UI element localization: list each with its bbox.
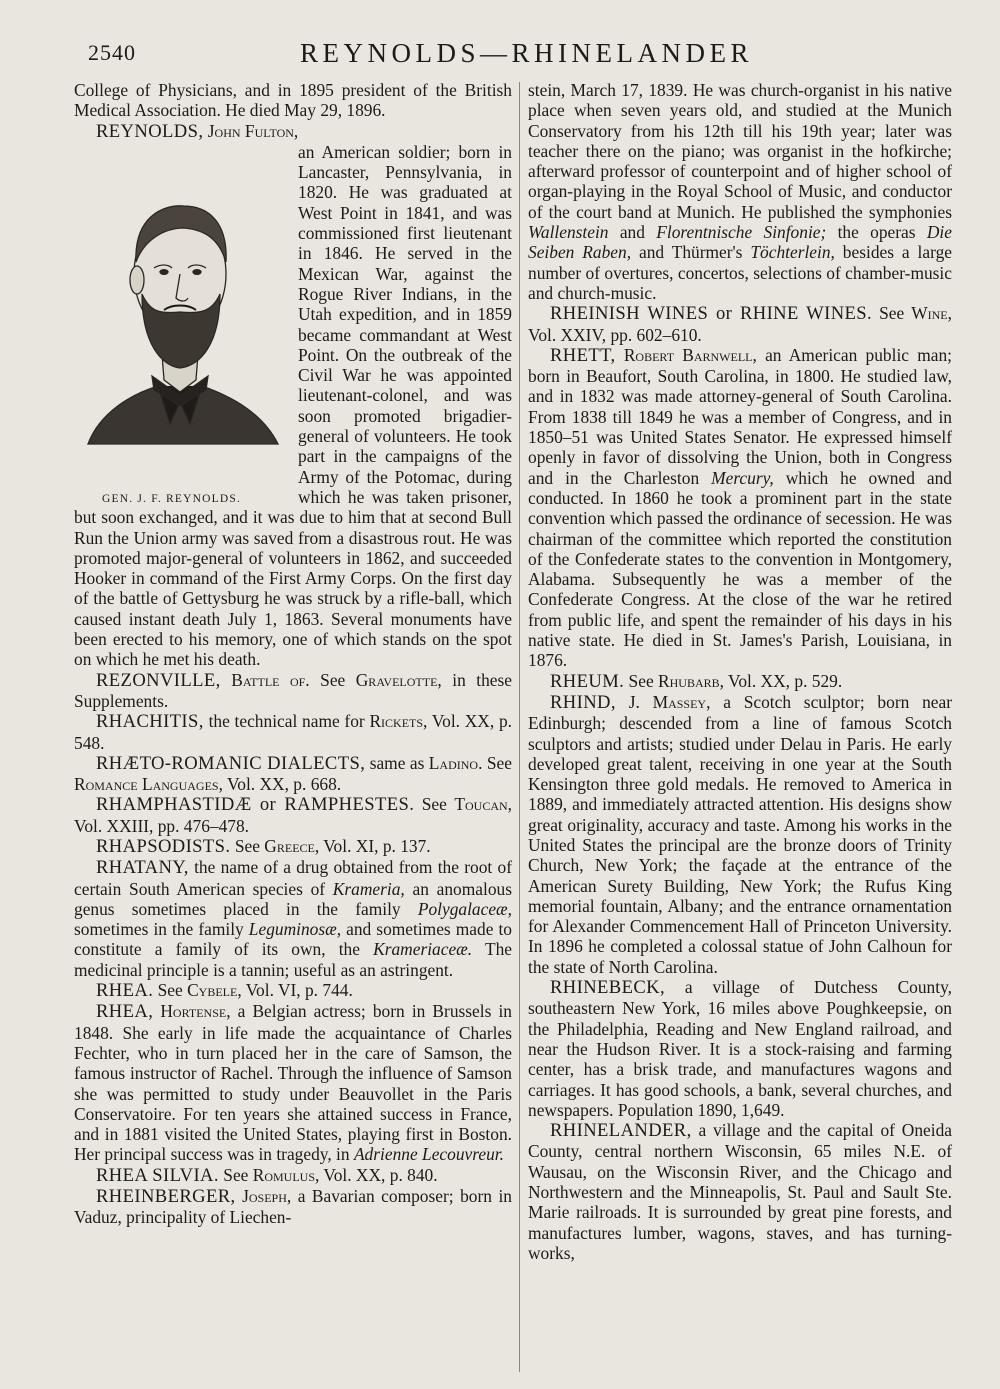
entry-rheinberger [74, 1186, 512, 1228]
headword: RHÆTO-ROMANIC DIALECTS, [96, 752, 366, 774]
running-head: REYNOLDS—RHINELANDER [300, 38, 753, 68]
portrait-caption: GEN. J. F. REYNOLDS. [102, 492, 242, 505]
entry-text: a village of Dutchess County, southeastern New York, 16 miles above Poughkeepsie, on the Philadelphia, Reading and New England railroad, and near the Hudson River. It is a stock-raising and farming center, has a brisk trade, and manufactures wagons and carriages. It has good schools, a bank, several churches, and newspapers. Population 1890, 1,649. [528, 977, 952, 1120]
italic-term: Wallenstein [528, 222, 609, 243]
entry-rhea-hortense [74, 1001, 512, 1164]
entry-text: a Belgian actress; born in Brussels in 1848. She early in life made the acquaintance of Charles Fechter, who in turn placed her in the care of Samson, the famous instructor of Rachel. Through the influence of Samson she was permitted to study under Beauvollet in the Paris Conservatoire. For ten years she attained success in France, and in 1881 visited the United States, playing first in Boston. Her principal success was in tragedy, in [74, 1001, 512, 1165]
entry-rheum [528, 671, 952, 692]
entry-rhinebeck [528, 977, 952, 1120]
entry-text: Vol. XXIII, pp. 476–478. [74, 815, 250, 836]
headword: RHACHITIS, [96, 711, 204, 733]
entry-text: and [608, 222, 657, 243]
headword: RHEA. [96, 980, 154, 1002]
personal-name: J. Massey, [628, 691, 711, 712]
cross-reference: Romulus, [252, 1164, 320, 1185]
entry-text: Vol. XX, p. 668. [222, 774, 342, 795]
entry-text: same as [365, 752, 429, 773]
italic-term: Florentnische Sinfonie; [656, 222, 827, 243]
entry-reynolds [74, 121, 512, 142]
headword: RHEINBERGER, [96, 1186, 236, 1208]
italic-term: Töchterlein, [750, 242, 835, 263]
entry-rhea [74, 980, 512, 1001]
cross-reference: Rickets, [369, 711, 428, 732]
see-text: See [482, 752, 512, 773]
entry-rhea-silvia [74, 1165, 512, 1186]
headword: RHEUM. [550, 670, 625, 692]
entry-text: the operas [826, 222, 927, 243]
subheading: Battle of. [231, 669, 310, 690]
entry-text: a village and the capital of Oneida County, central northern Wisconsin, 65 miles N.E. of Wausau, on the Wisconsin River, and the Chicago and Northwestern and the Minneapolis, St. Paul and Sault Ste. Marie railroads. It is surrounded by great pine forests, and manufactures lumber, wagons, staves, and has turning-works, [528, 1120, 952, 1263]
column-divider [519, 82, 520, 1372]
entry-text: The medicinal principle is a tannin; useful as an astringent. [74, 939, 512, 980]
cross-reference: Romance Languages, [74, 774, 223, 795]
entry-rhatany [74, 857, 512, 980]
entry-text: a Bavarian composer; born in Vaduz, principality of Liechen- [74, 1186, 512, 1228]
entry-rhett [528, 345, 952, 671]
italic-term: Leguminosæ, [248, 919, 342, 940]
entry-text: the name of a drug obtained from the root of certain South American species of [74, 857, 512, 899]
cross-reference: Gravelotte, [355, 669, 442, 690]
personal-name: John Fulton, [207, 120, 299, 141]
entry-rheinberger-continued [528, 80, 952, 303]
personal-name: Robert Barnwell, [623, 344, 757, 365]
see-text: See [309, 669, 356, 690]
entry-rhinelander [528, 1120, 952, 1263]
headword: RHAMPHASTIDÆ or RAMPHESTES. [96, 794, 415, 816]
see-text: See [872, 303, 912, 324]
cross-reference: Greece, [264, 835, 320, 856]
see-text: See [624, 670, 659, 691]
see-text: See [414, 794, 455, 815]
left-column [74, 80, 512, 1228]
entry-rhind [528, 692, 952, 977]
entry-text: Vol. XX, p. 840. [319, 1164, 438, 1185]
portrait-engraving [74, 144, 292, 506]
cross-reference: Ladino. [428, 752, 483, 773]
entry-text: an anomalous genus sometimes placed in the family [74, 878, 512, 919]
headword: REZONVILLE, [96, 669, 221, 691]
entry-rheinish-wines [528, 303, 952, 345]
entry-text: an American public man; born in Beaufort, South Carolina, in 1800. He studied law, and in 1832 was made attorney-general of South Carolina. From 1838 till 1849 he was a member of Congress, and in 1850–51 was United States Senator. He expressed himself openly in favor of dissolving the Union, both in Congress and in the Charleston [528, 344, 952, 488]
italic-term: Polygalaceæ, [417, 898, 512, 919]
entry-rhaeto-romanic [74, 753, 512, 795]
right-column [528, 80, 952, 1263]
italic-term: Krameriaceæ. [373, 939, 473, 960]
headword: RHATANY, [96, 857, 189, 879]
entry-rhapsodists [74, 836, 512, 857]
entry-text: Vol. XX, p. 548. [74, 711, 512, 753]
entry-rhachitis [74, 711, 512, 753]
entry-text: besides a large number of overtures, concertos, selections of chamber-music and church-music. [528, 242, 952, 303]
see-text: See [230, 835, 265, 856]
entry-rhamphastidae [74, 794, 512, 836]
headword: RHEINISH WINES or RHINE WINES. [550, 303, 873, 325]
headword: RHINEBECK, [550, 977, 666, 999]
italic-term: Die Seiben Raben, [528, 222, 952, 263]
headword: RHETT, [550, 344, 616, 366]
italic-term: Mercury, [711, 467, 774, 488]
entry-text: in these Supplements. [74, 669, 512, 711]
entry-text: sometimes in the family [74, 919, 249, 940]
entry-text: an American soldier; born in Lancaster, Pennsylvania, in 1820. He was graduated at West Point in 1841, and was commissioned first lieutenant in 1846. He served in the Mexican War, against the Rogue River Indians, in the Utah expedition, and in 1859 became commandant at West Point. On the outbreak of the Civil War he was appointed lieutenant-colonel, and was soon promoted brigadier-general of volunteers. He took part in the campaigns of the Army of the Potomac, during which he was taken prisoner, but soon exchanged, and it was due to him that at second Bull Run the Union army was saved from a disastrous rout. He was promoted major-general of volunteers in 1862, and succeeded Hooker in command of the First Army Corps. On the first day of the battle of Gettysburg he was struck by a rifle-ball, which caused instant death July 1, 1863. Several monuments have been erected to his memory, one of which stands on the spot on which he met his death. [74, 141, 512, 670]
entry-text: Vol. XXIV, pp. 602–610. [528, 324, 702, 345]
see-text: See [153, 980, 188, 1001]
entry-text: Vol. XX, p. 529. [723, 670, 843, 691]
portrait-icon [80, 144, 286, 474]
headword: RHEA, [96, 1001, 154, 1023]
entry-text: a Scotch sculptor; born near Edinburgh; descended from a line of famous Scotch sculptors and artists; studied under Delau in Paris. He early developed great talent, receiving in one year at the South Kensington three gold medals. He removed to America in 1889, and immediately attracted attention. His designs show great originality, accuracy and taste. Among his works in the United States the principal are the bronze doors of Trinity Church, New York; the façade at the entrance of the American Surety Building, New York; the Rufus King memorial fountain, Albany; and the entrance ornamentation for Alexander Commencement Hall of Princeton University. In 1896 he completed a colossal statue of John Calhoun for the state of North Carolina. [528, 691, 952, 977]
headword: RHAPSODISTS. [96, 835, 231, 857]
entry-text: which he owned and conducted. In 1860 he took a prominent part in the state convention which passed the ordinance of secession. He was chairman of the committee which reported the constitution of the Confederate states to the convention in Montgomery, Alabama. Subsequently he was a member of the Confederate Congress. At the close of the war he retired from public life, and spent the remainder of his days in his native state. He died in St. James's Parish, Louisiana, in 1876. [528, 467, 952, 671]
headword: RHIND, [550, 691, 616, 713]
headword: RHEA SILVIA. [96, 1164, 219, 1186]
headword: RHINELANDER, [550, 1120, 692, 1142]
cross-reference: Toucan, [454, 794, 512, 815]
entry-text: Vol. VI, p. 744. [241, 980, 353, 1001]
italic-term: Krameria, [332, 878, 405, 899]
headword: REYNOLDS, [96, 120, 204, 142]
personal-name: Joseph, [242, 1186, 292, 1207]
cross-reference: Rhubarb, [658, 670, 724, 691]
entry-text: the technical name for [203, 711, 370, 732]
italic-term: Adrienne Lecouvreur. [353, 1144, 504, 1165]
entry-text: Vol. XI, p. 137. [319, 835, 431, 856]
see-text: See [218, 1164, 253, 1185]
entry-continuation: College of Physicians, and in 1895 president of the British Medical Association. He died May 29, 1896. [74, 80, 512, 121]
entry-text: stein, March 17, 1839. He was church-organist in his native place when seven years old, and studied at the Munich Conservatory from his 12th till his 19th year; later was teacher there on the piano; was organist in the hofkirche; afterward professor of counterpoint and of higher school of organ-playing in the Royal School of Music, and conductor of the court band at Munich. He published the symphonies [528, 80, 952, 222]
entry-text: and Thürmer's [631, 242, 751, 263]
entry-text: and sometimes made to constitute a family of its own, the [74, 919, 512, 960]
cross-reference: Wine, [911, 303, 952, 324]
page-number: 2540 [88, 40, 136, 65]
cross-reference: Cybele, [187, 980, 242, 1001]
entry-rezonville [74, 670, 512, 712]
personal-name: Hortense, [160, 1001, 231, 1022]
